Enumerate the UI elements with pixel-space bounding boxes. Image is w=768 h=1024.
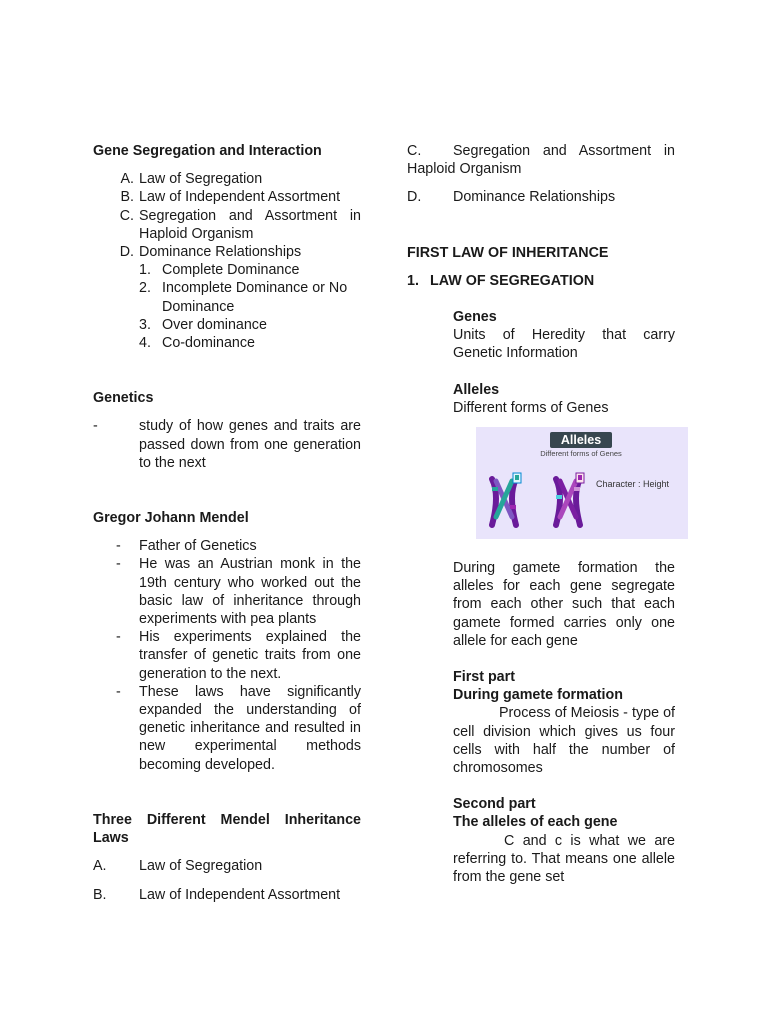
chromosome-icon [492,473,521,525]
list-item: - These laws have significantly expanded the understanding of genetic inheritance and resulted in new experimental methods becoming developed. [116,683,361,773]
mendel-laws-list-continued [407,142,675,207]
segregation-explanation [407,559,675,886]
dominance-list [93,261,361,352]
list-item: - study of how genes and traits are passed down from one generation to the next [93,418,361,471]
figure-subtitle: Different forms of Genes [540,449,622,459]
list-item: C. Segregation and Assortment in Haploid Organism [407,143,675,178]
first-part-title: During gamete formation [453,687,623,704]
chromosome-icon [556,473,584,525]
genetics-heading: Genetics [93,390,154,407]
law-of-segregation-heading: 1. LAW OF SEGREGATION [407,272,595,289]
list-item: - He was an Austrian monk in the 19th century who worked out the basic law of inheritance through experiments with pea plants [116,556,361,628]
list-item: A. Law of Segregation [120,171,263,188]
second-part-title: The alleles of each gene [453,814,618,831]
segregation-paragraph: During gamete formation the alleles for each gene segregate from each other such that each gamete formed carries only one allele for each gene [453,560,675,649]
list-item: B. Law of Independent Assortment [120,189,341,206]
list-item: D. Dominance Relationships [407,189,616,206]
left-column [93,142,361,904]
list-item: C. Segregation and Assortment in Haploid Organism [119,207,361,242]
list-item: - His experiments explained the transfer of genetic traits from one generation to the next. [116,629,361,682]
first-law-heading: FIRST LAW OF INHERITANCE [407,244,609,261]
second-part-label: Second part [453,796,536,813]
genes-term: Genes [453,309,497,326]
first-part-label: First part [453,669,515,686]
first-part-paragraph: Process of Meiosis - type of cell division which gives us four cells with half the number of chromosomes [453,705,675,777]
mendel-laws-heading: Three Different Mendel Inheritance Laws [93,811,361,847]
list-item: D. Dominance Relationships [119,244,302,261]
genetics-list [93,417,361,472]
right-column [407,142,675,886]
alleles-definition: Different forms of Genes [453,399,609,416]
gene-segregation-heading: Gene Segregation and Interaction [93,143,322,159]
alleles-figure [476,427,688,539]
figure-character-label: Character : Height [596,479,670,490]
mendel-laws-list [93,857,361,903]
topics-outline [93,170,361,261]
second-part-paragraph: C and c is what we are referring to. That means one allele from the gene set [453,832,675,886]
law-of-segregation-body [407,308,675,417]
mendel-list [93,537,361,774]
figure-title-badge: Alleles [550,432,612,448]
alleles-term: Alleles [453,381,500,398]
list-item: - Father of Genetics [116,538,257,555]
list-item: 4. Co-dominance [139,335,255,352]
list-item: 2. Incomplete Dominance or No Dominance [139,280,348,315]
mendel-heading: Gregor Johann Mendel [93,510,249,527]
list-item: 3. Over dominance [139,316,267,333]
list-item: 1. Complete Dominance [139,262,300,279]
list-item: B. Law of Independent Assortment [93,886,341,903]
genes-definition: Units of Heredity that carry Genetic Information [453,327,675,362]
list-item: A. Law of Segregation [93,858,263,875]
